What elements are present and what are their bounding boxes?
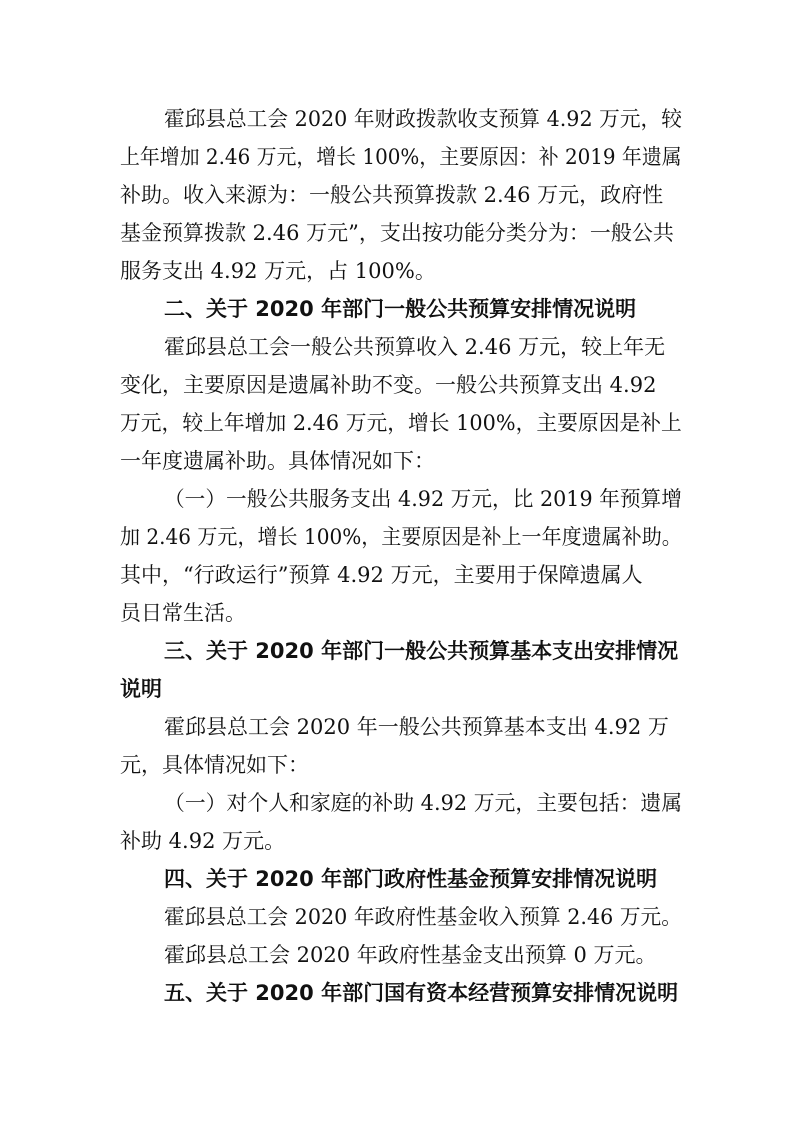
- paragraph-line: 员日常生活。: [120, 601, 246, 625]
- paragraph-line: 服务支出 4.92 万元，占 100%。: [120, 259, 436, 283]
- paragraph-line: 万元，较上年增加 2.46 万元，增长 100%，主要原因是补上: [120, 411, 682, 435]
- paragraph-line: 补助。收入来源为：一般公共预算拨款 2.46 万元，政府性: [120, 183, 664, 207]
- paragraph-line: 霍邱县总工会一般公共预算收入 2.46 万元，较上年无: [164, 335, 666, 359]
- paragraph-line: 加 2.46 万元，增长 100%，主要原因是补上一年度遗属补助。: [120, 525, 682, 549]
- paragraph-line: 霍邱县总工会 2020 年财政拨款收支预算 4.92 万元，较: [164, 107, 682, 131]
- paragraph-line: （一）一般公共服务支出 4.92 万元，比 2019 年预算增: [164, 487, 682, 511]
- paragraph-line: 上年增加 2.46 万元，增长 100%，主要原因：补 2019 年遗属: [120, 145, 682, 169]
- paragraph-line: 变化，主要原因是遗属补助不变。一般公共预算支出 4.92: [120, 373, 657, 397]
- section-heading-3-cont: 说明: [120, 677, 162, 701]
- paragraph-line: 霍邱县总工会 2020 年政府性基金支出预算 0 万元。: [164, 943, 657, 967]
- section-heading-4: 四、关于 2020 年部门政府性基金预算安排情况说明: [164, 867, 658, 891]
- paragraph-line: 霍邱县总工会 2020 年政府性基金收入预算 2.46 万元。: [164, 905, 682, 929]
- paragraph-line: 元，具体情况如下：: [120, 753, 309, 777]
- paragraph-line: 基金预算拨款 2.46 万元”，支出按功能分类分为：一般公共: [120, 221, 674, 245]
- paragraph-line: 一年度遗属补助。具体情况如下：: [120, 449, 435, 473]
- section-heading-2: 二、关于 2020 年部门一般公共预算安排情况说明: [164, 297, 637, 321]
- section-heading-3: 三、关于 2020 年部门一般公共预算基本支出安排情况: [164, 639, 679, 663]
- paragraph-line: 霍邱县总工会 2020 年一般公共预算基本支出 4.92 万: [164, 715, 669, 739]
- paragraph-line: 补助 4.92 万元。: [120, 829, 286, 853]
- paragraph-line: （一）对个人和家庭的补助 4.92 万元，主要包括：遗属: [164, 791, 683, 815]
- paragraph-line: 其中，“行政运行”预算 4.92 万元，主要用于保障遗属人: [120, 563, 643, 587]
- section-heading-5: 五、关于 2020 年部门国有资本经营预算安排情况说明: [164, 981, 679, 1005]
